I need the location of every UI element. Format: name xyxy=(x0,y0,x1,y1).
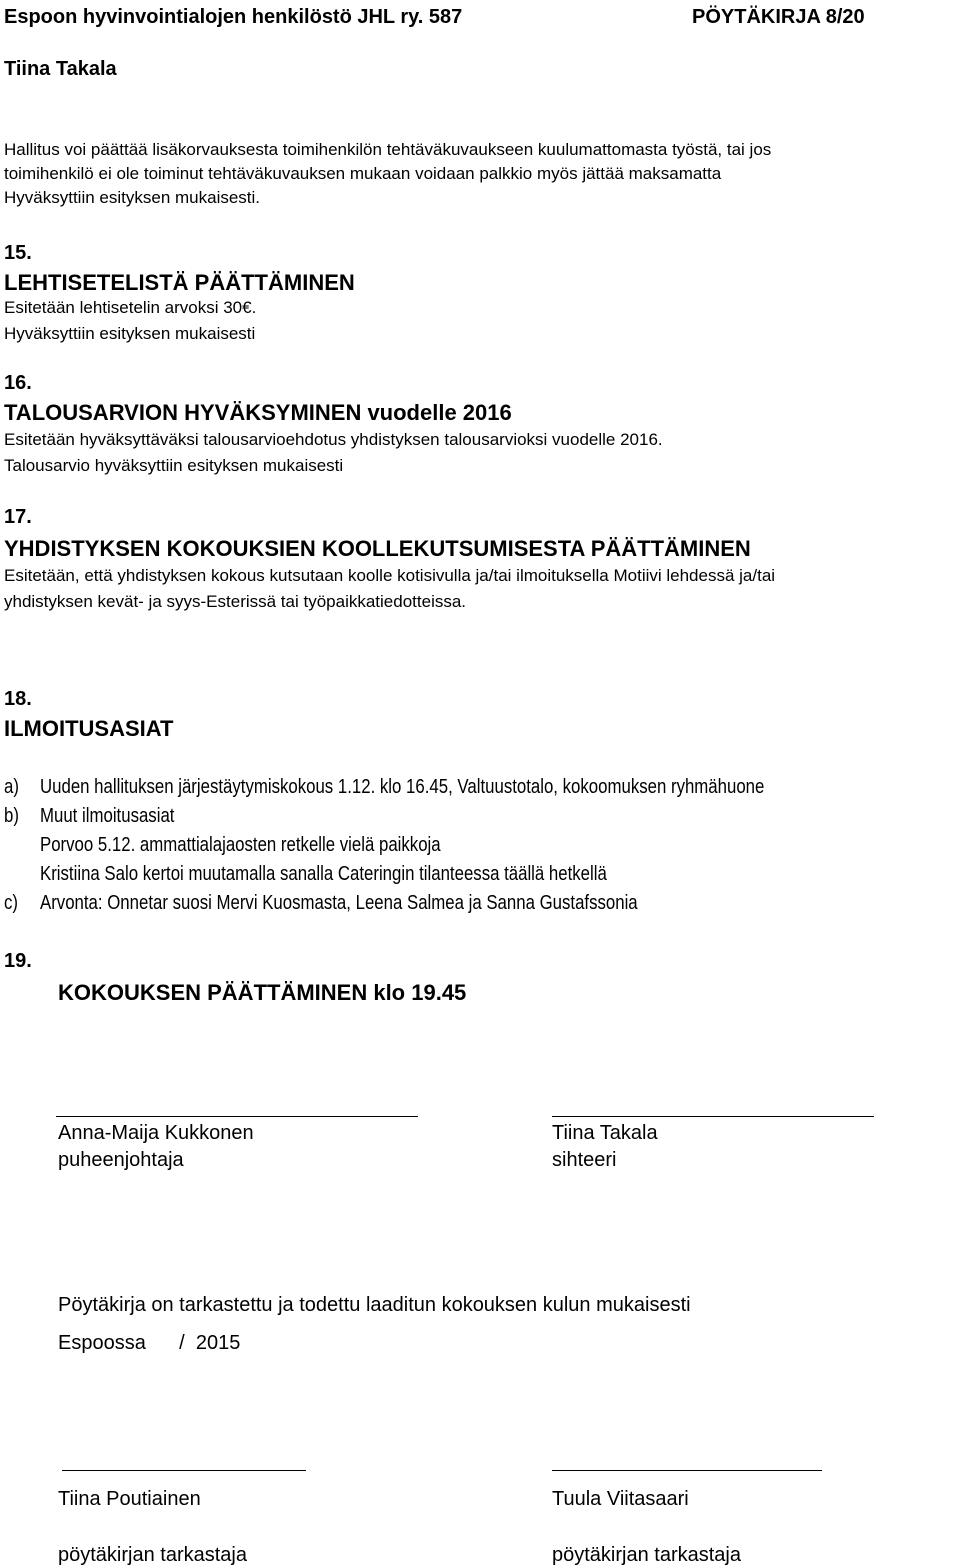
section-15-title: LEHTISETELISTÄ PÄÄTTÄMINEN xyxy=(4,270,355,295)
intro-line-3: Hyväksyttiin esityksen mukaisesti. xyxy=(4,188,261,207)
chair-name: Anna-Maija Kukkonen xyxy=(58,1122,254,1144)
item-a-marker: a) xyxy=(4,776,19,798)
section-15-number: 15. xyxy=(4,242,32,264)
item-b-marker: b) xyxy=(4,805,19,827)
organization-name: Espoon hyvinvointialojen henkilöstö JHL ry. 587 xyxy=(4,6,463,28)
section-15-line-2: Hyväksyttiin esityksen mukaisesti xyxy=(4,324,256,343)
section-16-line-2: Talousarvio hyväksyttiin esityksen mukaisesti xyxy=(4,456,344,475)
section-19-number: 19. xyxy=(4,950,32,972)
chair-role: puheenjohtaja xyxy=(58,1149,184,1171)
section-17-title: YHDISTYKSEN KOKOUKSIEN KOOLLEKUTSUMISESTA PÄÄTTÄMINEN xyxy=(4,536,751,561)
checker-1-role: pöytäkirjan tarkastaja xyxy=(58,1544,247,1566)
section-17-line-1: Esitetään, että yhdistyksen kokous kutsutaan koolle kotisivulla ja/tai ilmoituksella Motiivi lehdessä ja/tai xyxy=(4,566,776,585)
section-19-title: KOKOUKSEN PÄÄTTÄMINEN klo 19.45 xyxy=(58,980,467,1005)
intro-line-2: toimihenkilö ei ole toiminut tehtäväkuvauksen mukaan voidaan palkkio myös jättää maksamatta xyxy=(4,164,722,183)
item-b-text: Muut ilmoitusasiat xyxy=(40,805,175,827)
secretary-role: sihteeri xyxy=(552,1149,617,1171)
section-16-number: 16. xyxy=(4,372,32,394)
author-name: Tiina Takala xyxy=(4,58,117,80)
chair-signature-line xyxy=(56,1116,418,1117)
checker-2-signature-line xyxy=(552,1470,822,1471)
checker-1-signature-line xyxy=(62,1470,306,1471)
secretary-signature-line xyxy=(552,1116,874,1117)
section-17-line-2: yhdistyksen kevät- ja syys-Esterissä tai työpaikkatiedotteissa. xyxy=(4,592,467,611)
section-15-line-1: Esitetään lehtisetelin arvoksi 30€. xyxy=(4,298,257,317)
verification-text: Pöytäkirja on tarkastettu ja todettu laaditun kokouksen kulun mukaisesti xyxy=(58,1294,691,1316)
section-16-line-1: Esitetään hyväksyttäväksi talousarvioehdotus yhdistyksen talousarvioksi vuodelle 2016. xyxy=(4,430,663,449)
section-18-title: ILMOITUSASIAT xyxy=(4,716,174,741)
checker-1-name: Tiina Poutiainen xyxy=(58,1488,201,1510)
document-title: PÖYTÄKIRJA 8/20 xyxy=(692,6,865,28)
section-17-number: 17. xyxy=(4,506,32,528)
secretary-name: Tiina Takala xyxy=(552,1122,658,1144)
section-16-title: TALOUSARVION HYVÄKSYMINEN vuodelle 2016 xyxy=(4,400,512,425)
item-c-text: Arvonta: Onnetar suosi Mervi Kuosmasta, Leena Salmea ja Sanna Gustafssonia xyxy=(40,892,638,914)
item-b-detail-2: Kristiina Salo kertoi muutamalla sanalla Cateringin tilanteessa täällä hetkellä xyxy=(40,863,607,885)
verification-place-date: Espoossa / 2015 xyxy=(58,1332,241,1354)
intro-line-1: Hallitus voi päättää lisäkorvauksesta toimihenkilön tehtäväkuvaukseen kuulumattomasta työstä, tai jos xyxy=(4,140,772,159)
section-18-number: 18. xyxy=(4,688,32,710)
checker-2-role: pöytäkirjan tarkastaja xyxy=(552,1544,741,1566)
item-a-text: Uuden hallituksen järjestäytymiskokous 1.12. klo 16.45, Valtuustotalo, kokoomuksen ryhmähuone xyxy=(40,776,765,798)
checker-2-name: Tuula Viitasaari xyxy=(552,1488,689,1510)
item-b-detail-1: Porvoo 5.12. ammattialajaosten retkelle vielä paikkoja xyxy=(40,834,441,856)
item-c-marker: c) xyxy=(4,892,19,914)
